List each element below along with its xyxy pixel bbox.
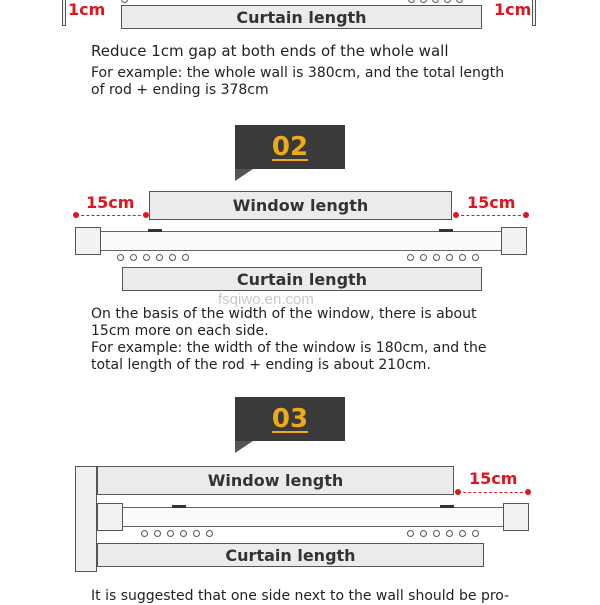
curtain-length-label: Curtain length [236, 7, 367, 27]
ring [459, 254, 466, 261]
ring [182, 254, 189, 261]
dimension-dot [523, 212, 529, 218]
section1-description [91, 43, 448, 60]
section3-description [91, 588, 509, 605]
ring [444, 0, 451, 3]
curtain-length-label: Curtain length [225, 545, 356, 565]
dimension-line [76, 215, 146, 216]
text-line: Reduce 1cm gap at both ends of the whole wall [91, 42, 449, 60]
ring [167, 530, 174, 537]
ring [130, 254, 137, 261]
text-line: 15cm more on each side. [91, 323, 269, 339]
rod-bracket [148, 229, 162, 232]
ring [433, 530, 440, 537]
ring [193, 530, 200, 537]
curtain-length-label: Curtain length [236, 269, 368, 289]
watermark: fsqiwo.en.com [218, 291, 314, 308]
text-line: total length of the rod + ending is about 210cm. [91, 357, 431, 373]
ring [472, 254, 479, 261]
ring [459, 530, 466, 537]
wall-left [62, 0, 66, 26]
window-length-label: Window length [232, 196, 369, 215]
gap-label-right: 15cm [469, 469, 518, 488]
window-length-label: Window length [207, 471, 344, 490]
text-line: On the basis of the width of the window, there is about [91, 306, 477, 322]
ring [156, 254, 163, 261]
ring [472, 530, 479, 537]
ring [420, 530, 427, 537]
rod-bracket [440, 505, 454, 508]
text-line: For example: the width of the window is 180cm, and the [91, 340, 487, 356]
wall-right [532, 0, 536, 26]
ring [141, 530, 148, 537]
rod-bracket [172, 505, 186, 508]
text-line: It is suggested that one side next to the wall should be pro- [91, 588, 510, 604]
window-length-box [149, 191, 452, 220]
text-line: For example: the whole wall is 380cm, and the total length [91, 65, 505, 81]
dimension-line [456, 215, 526, 216]
ring [206, 530, 213, 537]
ring [420, 254, 427, 261]
gap-label-right: 15cm [467, 193, 516, 212]
rod-end-cap-right [503, 503, 529, 531]
rod-end-cap-left [75, 227, 101, 255]
gap-label-left: 1cm [68, 0, 106, 19]
curtain-length-box [97, 543, 484, 567]
ring [432, 0, 439, 3]
ring [117, 254, 124, 261]
step-number: 02 [271, 132, 309, 162]
step-number: 03 [271, 404, 309, 434]
dimension-dot [525, 489, 531, 495]
ring [407, 530, 414, 537]
ring [420, 0, 427, 3]
rod-end-cap-left [97, 503, 123, 531]
dimension-line [458, 492, 528, 493]
curtain-length-box [122, 267, 482, 291]
ring [446, 254, 453, 261]
gap-label-left: 15cm [86, 193, 135, 212]
ring [456, 0, 463, 3]
ring [143, 254, 150, 261]
curtain-rod [120, 507, 504, 527]
ring [408, 0, 415, 3]
window-length-box [97, 466, 454, 495]
rod-bracket [439, 229, 453, 232]
ring [407, 254, 414, 261]
rod-end-cap-right [501, 227, 527, 255]
ring [121, 0, 128, 3]
ring [433, 254, 440, 261]
curtain-rod [100, 231, 502, 251]
wall [75, 466, 97, 572]
text-line: of rod + ending is 378cm [91, 82, 269, 98]
ring [169, 254, 176, 261]
ring [446, 530, 453, 537]
ring [180, 530, 187, 537]
section2-description [91, 306, 487, 374]
curtain-length-box [121, 5, 482, 29]
gap-label-right: 1cm [494, 0, 532, 19]
section1-example [91, 65, 504, 99]
ring [154, 530, 161, 537]
